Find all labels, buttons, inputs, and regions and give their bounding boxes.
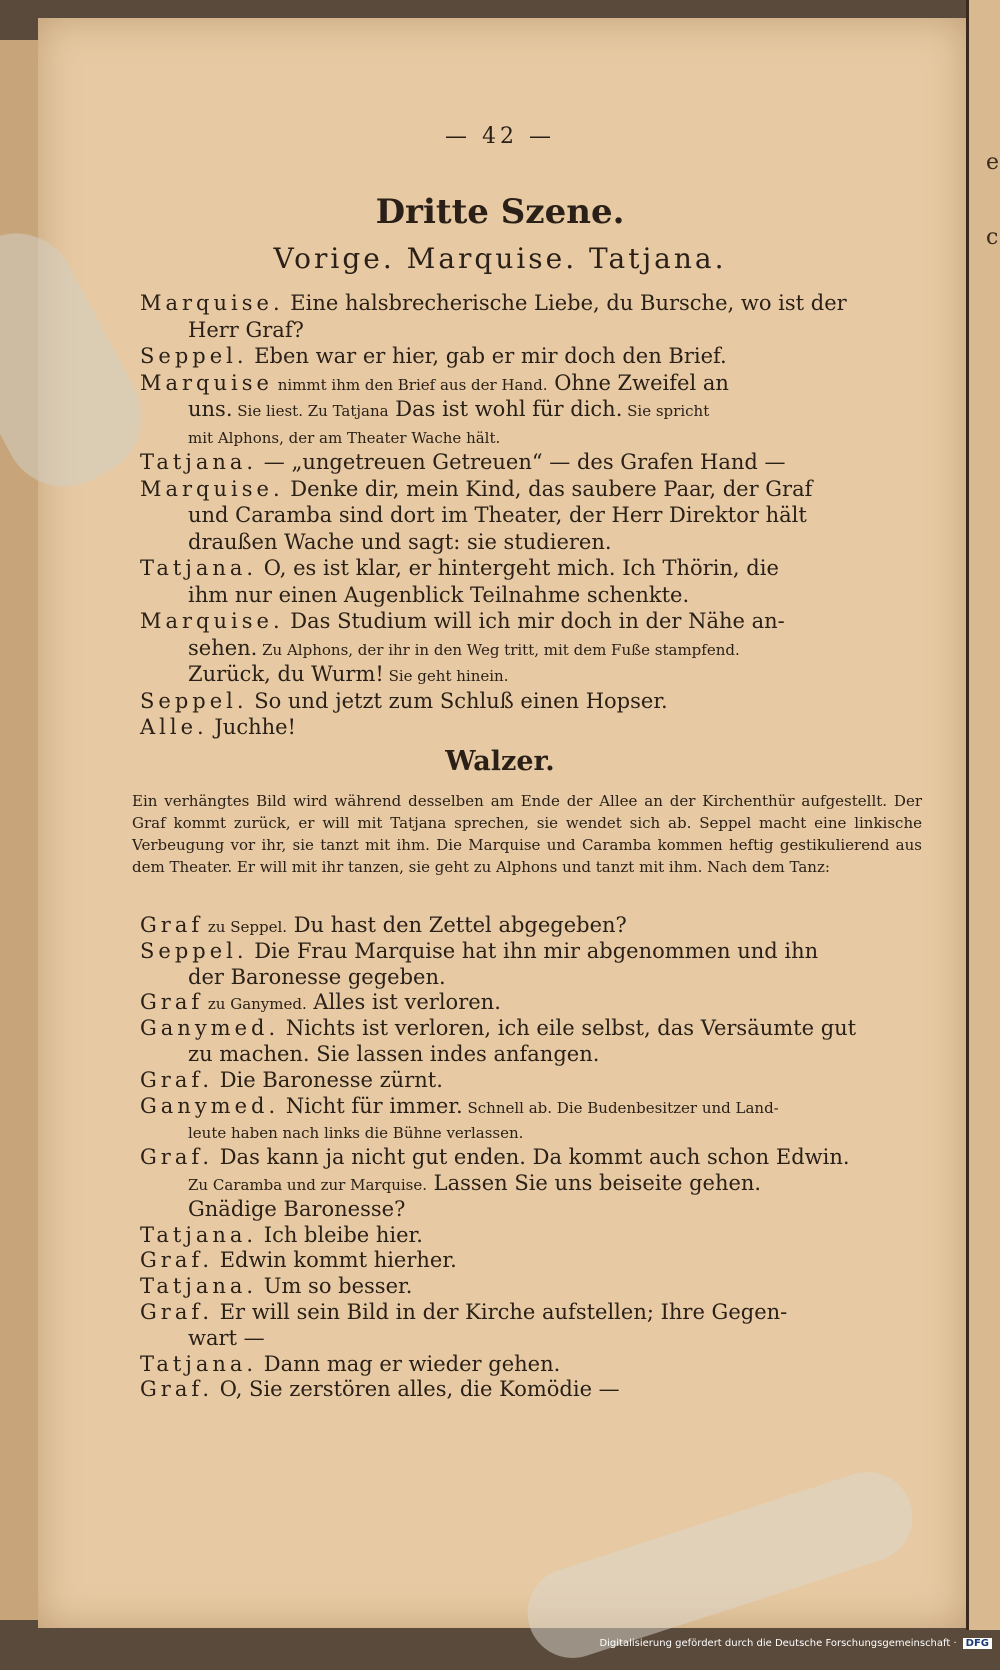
dialogue-line	[140, 370, 729, 398]
dialogue-text: So und jetzt zum Schluß einen Hopser.	[247, 688, 668, 713]
dialogue-line	[140, 1247, 457, 1273]
dialogue-text: Die Baronesse zürnt.	[213, 1067, 443, 1092]
dialogue-line	[140, 938, 818, 964]
dialogue-line	[188, 964, 446, 990]
dialogue-line	[188, 1170, 761, 1198]
dialogue-text: Zurück, du Wurm!	[188, 662, 384, 686]
dialogue-line	[188, 1196, 405, 1222]
dialogue-line	[140, 555, 779, 581]
speaker-name: Ganymed.	[140, 1016, 280, 1041]
dialogue-text: Du hast den Zettel abgegeben?	[287, 913, 627, 937]
dialogue-line	[140, 1067, 443, 1093]
right-margin-glyph: e	[986, 150, 1000, 175]
dialogue-text: O, es ist klar, er hintergeht mich. Ich Thörin, die	[257, 556, 779, 580]
dialogue-text: Ich bleibe hier.	[257, 1222, 423, 1247]
dialogue-line	[140, 688, 668, 714]
stage-direction: Sie liest. Zu Tatjana	[232, 402, 389, 420]
speaker-name: Seppel.	[140, 938, 248, 963]
dialogue-line	[140, 1222, 423, 1248]
speaker-name: Marquise.	[140, 291, 284, 315]
stage-direction: Zu Alphons, der ihr in den Weg tritt, mit dem Fuße stampfend.	[257, 640, 740, 659]
dialogue-text: Er will sein Bild in der Kirche aufstellen; Ihre Gegen-	[213, 1300, 788, 1324]
speaker-name: Ganymed.	[140, 1093, 280, 1118]
dialogue-line	[140, 989, 501, 1017]
dialogue-text: der Baronesse gegeben.	[188, 964, 446, 989]
stage-direction: zu Seppel.	[203, 918, 288, 936]
dialogue-text: Das ist wohl für dich.	[388, 397, 623, 421]
dialogue-line	[140, 1351, 560, 1377]
speaker-name: Seppel.	[140, 344, 248, 368]
dialogue-line	[140, 449, 786, 475]
speaker-name: Marquise	[140, 370, 273, 395]
dialogue-text: ihm nur einen Augenblick Teilnahme schenkte.	[188, 582, 690, 607]
dialogue-line	[188, 661, 508, 689]
dfg-logo: DFG	[963, 1638, 992, 1649]
dialogue-line	[188, 529, 612, 555]
speaker-name: Graf.	[140, 1377, 214, 1402]
dialogue-text: Herr Graf?	[188, 317, 304, 342]
dialogue-text: Nicht für immer.	[279, 1093, 463, 1118]
dialogue-text: draußen Wache und sagt: sie studieren.	[188, 529, 612, 554]
speaker-name: Tatjana.	[140, 450, 258, 474]
page-number: — 42 —	[445, 124, 555, 149]
dialogue-line	[140, 714, 296, 740]
dialogue-line	[188, 1325, 265, 1351]
scene-title: Dritte Szene.	[375, 192, 625, 232]
stage-direction: mit Alphons, der am Theater Wache hält.	[188, 428, 501, 447]
dialogue-text: Dann mag er wieder gehen.	[257, 1351, 561, 1376]
dialogue-line	[140, 476, 812, 502]
dialogue-line	[188, 1118, 523, 1146]
dialogue-line	[188, 317, 304, 343]
dialogue-line	[188, 1041, 599, 1067]
dialogue-text: Eine halsbrecherische Liebe, du Bursche, wo ist der	[283, 291, 847, 315]
footer	[599, 1635, 992, 1651]
dialogue-line	[188, 582, 689, 608]
speaker-name: Tatjana.	[140, 1274, 258, 1299]
dialogue-text: Juchhe!	[207, 715, 296, 739]
dialogue-text: wart —	[188, 1325, 265, 1350]
dialogue-text: Um so besser.	[257, 1274, 413, 1299]
dialogue-line	[140, 1273, 412, 1299]
stage-direction-walzer: Ein verhängtes Bild wird während desselben am Ende der Allee an der Kirchenthür aufgestellt. Der Graf kommt zurück, er will mit Tatjana sprechen, sie wendet sich ab. Seppel macht eine linkische Verbeugung vor ihr, sie tanzt mit ihm. Die Marquise und Caramba kommen heftig gestikulierend aus dem Theater. Er will mit ihr tanzen, sie geht zu Alphons und tanzt mit ihm. Nach dem Tanz:	[132, 792, 922, 876]
dialogue-text: uns.	[188, 397, 233, 421]
speaker-name: Graf.	[140, 1145, 214, 1170]
dialogue-text: Gnädige Baronesse?	[188, 1196, 406, 1221]
dialogue-text: Das kann ja nicht gut enden. Da kommt auch schon Edwin.	[213, 1145, 850, 1170]
speaker-name: Seppel.	[140, 688, 248, 713]
scene-persons: Vorige. Marquise. Tatjana.	[273, 242, 727, 275]
dialogue-text: Edwin kommt hierher.	[213, 1248, 457, 1273]
dialogue-line	[140, 343, 727, 369]
dialogue-text: Nichts ist verloren, ich eile selbst, das Versäumte gut	[279, 1016, 857, 1041]
dialogue-line	[188, 502, 807, 528]
speaker-name: Tatjana.	[140, 1351, 258, 1376]
dialogue-line	[188, 396, 709, 424]
speaker-name: Tatjana.	[140, 556, 258, 580]
stage-direction: Sie spricht	[622, 402, 710, 420]
dialogue-text: zu machen. Sie lassen indes anfangen.	[188, 1042, 600, 1066]
dialogue-line	[140, 1144, 850, 1170]
speaker-name: Graf.	[140, 1248, 214, 1273]
dialogue-line	[140, 1376, 620, 1402]
section-title-walzer: Walzer.	[445, 746, 555, 777]
dialogue-text: sehen.	[188, 635, 258, 660]
speaker-name: Graf.	[140, 1067, 214, 1092]
dialogue-line	[188, 423, 500, 451]
speaker-name: Marquise.	[140, 609, 284, 633]
dialogue-line	[188, 635, 740, 663]
dialogue-text: Lassen Sie uns beiseite gehen.	[427, 1171, 762, 1195]
stage-direction: nimmt ihm den Brief aus der Hand.	[272, 375, 548, 394]
speaker-name: Alle.	[140, 715, 208, 739]
dialogue-text: Das Studium will ich mir doch in der Nähe an-	[283, 609, 785, 633]
stage-direction: Schnell ab. Die Budenbesitzer und Land-	[462, 1098, 779, 1117]
dialogue-text: Eben war er hier, gab er mir doch den Brief.	[247, 344, 727, 368]
dialogue-line	[140, 912, 627, 940]
speaker-name: Marquise.	[140, 476, 284, 501]
stage-direction: zu Ganymed.	[203, 995, 307, 1014]
dialogue-text: Die Frau Marquise hat ihn mir abgenommen und ihn	[247, 938, 819, 963]
dialogue-line	[140, 1299, 787, 1325]
dialogue-line	[140, 1015, 856, 1041]
speaker-name: Graf	[140, 990, 204, 1015]
dialogue-text: O, Sie zerstören alles, die Komödie —	[213, 1377, 620, 1402]
stage-direction: Zu Caramba und zur Marquise.	[188, 1176, 427, 1194]
dialogue-text: Denke dir, mein Kind, das saubere Paar, der Graf	[283, 476, 813, 501]
footer-text: Digitalisierung gefördert durch die Deutsche Forschungsgemeinschaft ·	[599, 1637, 957, 1649]
speaker-name: Graf.	[140, 1300, 214, 1324]
dialogue-line	[140, 290, 847, 316]
dialogue-line	[140, 1093, 779, 1121]
speaker-name: Tatjana.	[140, 1222, 258, 1247]
dialogue-text: Ohne Zweifel an	[547, 370, 729, 395]
right-margin-glyph: c	[986, 225, 999, 250]
dialogue-text: Alles ist verloren.	[306, 990, 501, 1015]
speaker-name: Graf	[140, 913, 204, 937]
dialogue-text: und Caramba sind dort im Theater, der Herr Direktor hält	[188, 503, 807, 527]
dialogue-line	[140, 608, 785, 634]
stage-direction: leute haben nach links die Bühne verlassen.	[188, 1124, 524, 1143]
dialogue-text: — „ungetreuen Getreuen“ — des Grafen Hand —	[257, 450, 786, 474]
stage-direction: Sie geht hinein.	[383, 667, 509, 685]
